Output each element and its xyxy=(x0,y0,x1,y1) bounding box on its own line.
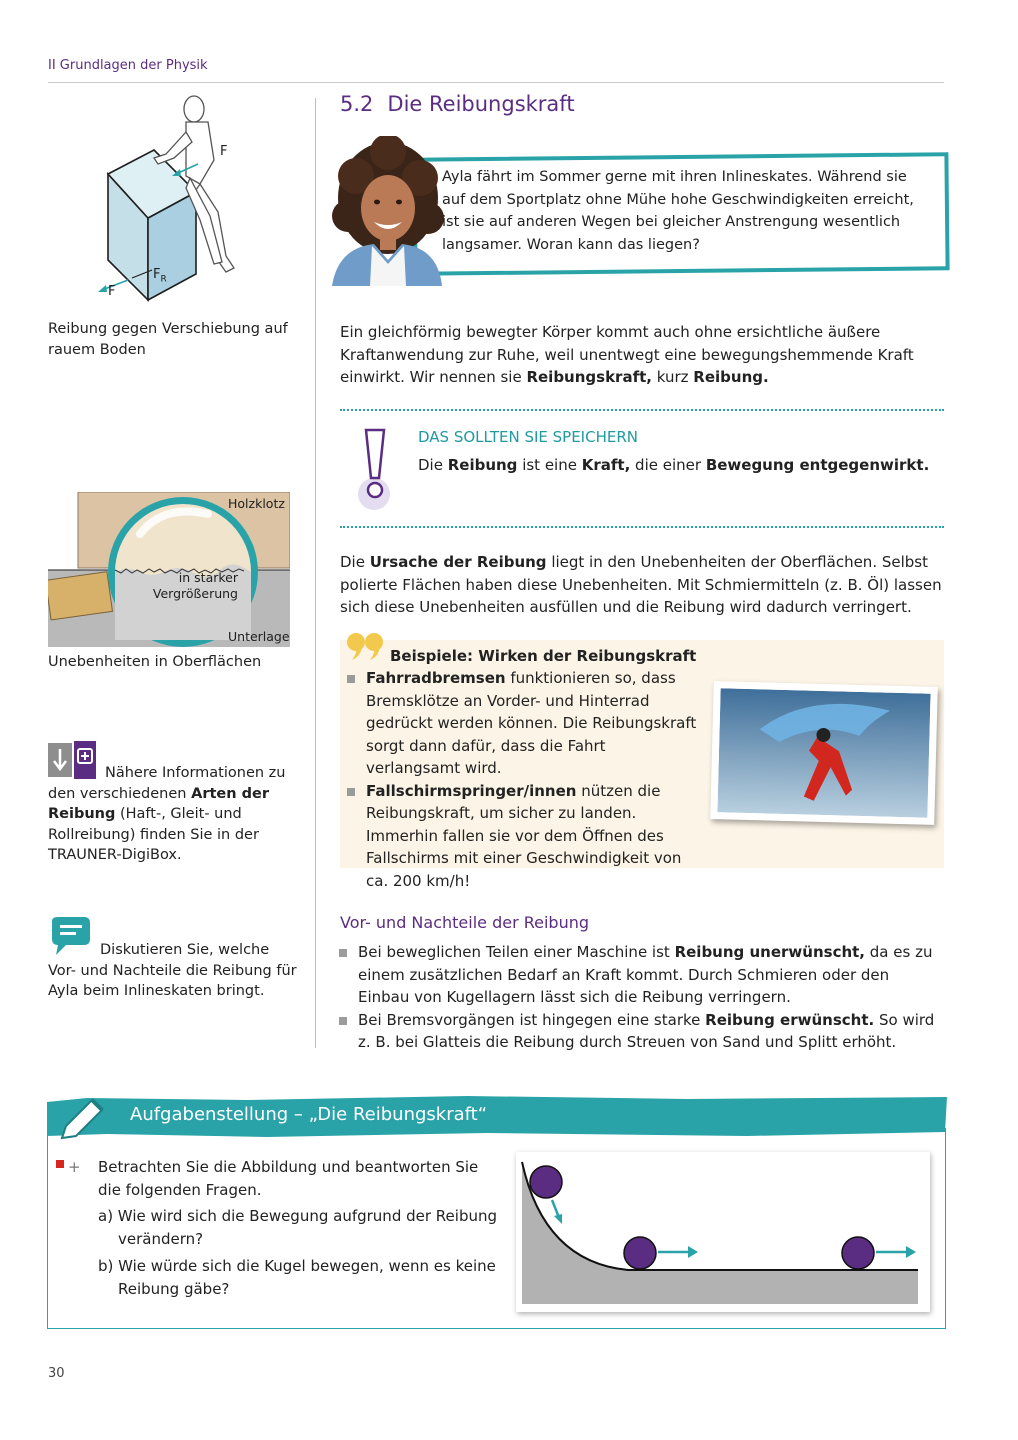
memo-bold-2: Kraft, xyxy=(581,456,631,474)
task-question-a: a) Wie wird sich die Bewegung aufgrund der Reibung verändern? xyxy=(98,1207,497,1248)
digibox-text-part2: (Haft-, Gleit- und Rollreibung) finden Sie in der TRAUNER-DigiBox. xyxy=(48,806,259,863)
cause-bold: Ursache der Reibung xyxy=(369,553,547,571)
friction-force-subscript: R xyxy=(160,274,167,285)
pros-cons-item xyxy=(332,941,944,1009)
task-question-b: b) Wie würde sich die Kugel bewegen, wenn es keine Reibung gäbe? xyxy=(98,1257,496,1298)
cause-paragraph xyxy=(340,551,944,619)
task-title: Aufgabenstellung – „Die Reibungskraft“ xyxy=(130,1104,488,1125)
intro-text-2: kurz xyxy=(651,368,694,386)
intro-bold-2: Reibung. xyxy=(693,368,769,386)
examples-heading-text: Beispiele: Wirken der Reibungskraft xyxy=(390,647,697,665)
example-item xyxy=(340,780,700,893)
pros-cons-item xyxy=(332,1009,944,1054)
task-marker-square xyxy=(56,1160,64,1168)
running-head: II Grundlagen der Physik xyxy=(48,58,208,73)
pros-cons-heading: Vor- und Nachteile der Reibung xyxy=(340,913,590,932)
intro-bold-1: Reibungskraft, xyxy=(526,368,652,386)
memo-bold-1: Reibung xyxy=(447,456,518,474)
task-intro: Betrachten Sie die Abbildung und beantworten Sie die folgenden Fragen. xyxy=(98,1158,479,1199)
force-label-top: F xyxy=(220,144,228,159)
exclamation-icon xyxy=(352,428,396,518)
memo-text-2: ist eine xyxy=(517,456,582,474)
memo-bold-3: Bewegung entgegenwirkt. xyxy=(705,456,930,474)
memo-heading: DAS SOLLTEN SIE SPEICHERN xyxy=(418,428,638,446)
header-rule xyxy=(48,82,944,83)
memo-rule-bottom xyxy=(340,526,944,528)
intro-paragraph xyxy=(340,321,944,389)
figure-caption-block: Reibung gegen Verschiebung auf rauem Boden xyxy=(48,321,288,358)
examples-list xyxy=(340,667,700,892)
ball-top xyxy=(530,1166,562,1198)
digibox-text xyxy=(48,763,298,866)
digibox-text-part1: Nähere Informationen zu den verschiedenen xyxy=(48,765,286,802)
memo-text xyxy=(418,454,938,477)
memo-text-1: Die xyxy=(418,456,448,474)
label-base: Unterlage xyxy=(228,629,290,644)
pros-cons-item-1-rest: da es zu einem zusätzlichen Bedarf an Kraft kommt. Durch Schmieren oder den Einbau von Kugellagern lässt sich die Reibung verringern. xyxy=(358,943,933,1006)
discussion-question: Diskutieren Sie, welche Vor- und Nachteile die Reibung für Ayla beim Inlineskaten bringt. xyxy=(48,942,297,999)
pros-cons-item-2-bold: Reibung erwünscht. xyxy=(705,1010,875,1029)
pros-cons-item-1-text: Bei beweglichen Teilen einer Maschine ist xyxy=(358,943,675,961)
pros-cons-item-2-rest: So wird z. B. bei Glatteis die Reibung durch Streuen von Sand und Splitt erhöht. xyxy=(358,1010,935,1051)
speech-bubble-text: Ayla fährt im Sommer gerne mit ihren Inlineskates. Während sie auf dem Sportplatz ohne Mühe hohe Geschwindigkeiten erreicht, ist sie auf anderen Wegen bei gleicher Anstrengung wesentlich langsamer. Woran kann das liegen? xyxy=(442,169,914,253)
force-label-bottom: F xyxy=(108,284,116,299)
example-item-2-bold: Fallschirmspringer/innen xyxy=(366,781,577,800)
cause-text-2: liegt in den Unebenheiten der Oberflächen. Selbst polierte Flächen haben diese Unebenheiten. Mit Schmiermitteln (z. B. Öl) lassen sich diese Unebenheiten ausfüllen und die Reibung wird dadurch verringert. xyxy=(340,553,942,616)
column-rule xyxy=(315,98,316,1048)
pros-cons-item-2-text: Bei Bremsvorgängen ist hingegen eine starke xyxy=(358,1010,706,1029)
section-number: 5.2 xyxy=(340,92,374,116)
ball-middle xyxy=(624,1237,656,1269)
section-title: Die Reibungskraft xyxy=(387,92,575,116)
friction-force-label xyxy=(153,267,167,285)
label-magnification-line2: Vergrößerung xyxy=(152,586,238,601)
label-wood-block: Holzklotz xyxy=(228,496,285,511)
figure-ramp xyxy=(516,1152,930,1312)
cause-text-1: Die xyxy=(340,553,370,571)
examples-heading xyxy=(390,645,696,668)
label-magnification xyxy=(150,570,238,602)
pencil-icon xyxy=(56,1094,106,1148)
digibox-text-bold: Arten der Reibung xyxy=(48,785,269,822)
task-marker-plus: + xyxy=(68,1158,81,1176)
portrait-ayla xyxy=(326,136,444,286)
memo-text-3: die einer xyxy=(630,456,706,474)
section-heading xyxy=(340,92,575,116)
friction-force-symbol: F xyxy=(153,267,161,282)
discussion-text xyxy=(48,940,298,1002)
example-item-1-text: funktionieren so, dass Bremsklötze an Vorder- und Hinterrad gedrückt werden können. Die Reibungskraft sorgt dann dafür, dass die Fahrt verlangsamt wird. xyxy=(366,669,697,777)
ball-right xyxy=(842,1237,874,1269)
pros-cons-item-1-bold: Reibung unerwünscht, xyxy=(674,943,866,961)
intro-text-1: Ein gleichförmig bewegter Körper kommt auch ohne ersichtliche äußere Kraftanwendung zur Ruhe, weil unentwegt eine bewegungshemmende Kraft einwirkt. Wir nennen sie xyxy=(340,323,914,386)
pros-cons-list xyxy=(332,941,944,1054)
photo-skydiver xyxy=(710,681,938,825)
memo-rule-top xyxy=(340,409,944,411)
example-item-1-bold: Fahrradbremsen xyxy=(366,669,506,687)
figure-caption-surface: Unebenheiten in Oberflächen xyxy=(48,654,262,670)
label-magnification-line1: in starker xyxy=(178,570,238,585)
example-item xyxy=(340,667,700,780)
page-number: 30 xyxy=(48,1366,65,1381)
example-item-2-text: nützen die Reibungskraft, um sicher zu landen. Immerhin fallen sie vor dem Öffnen des Fallschirms mit einer Geschwindigkeit von ca. 200 km/h! xyxy=(366,781,682,890)
quote-icon xyxy=(346,630,386,666)
figure-block-push xyxy=(90,92,260,304)
